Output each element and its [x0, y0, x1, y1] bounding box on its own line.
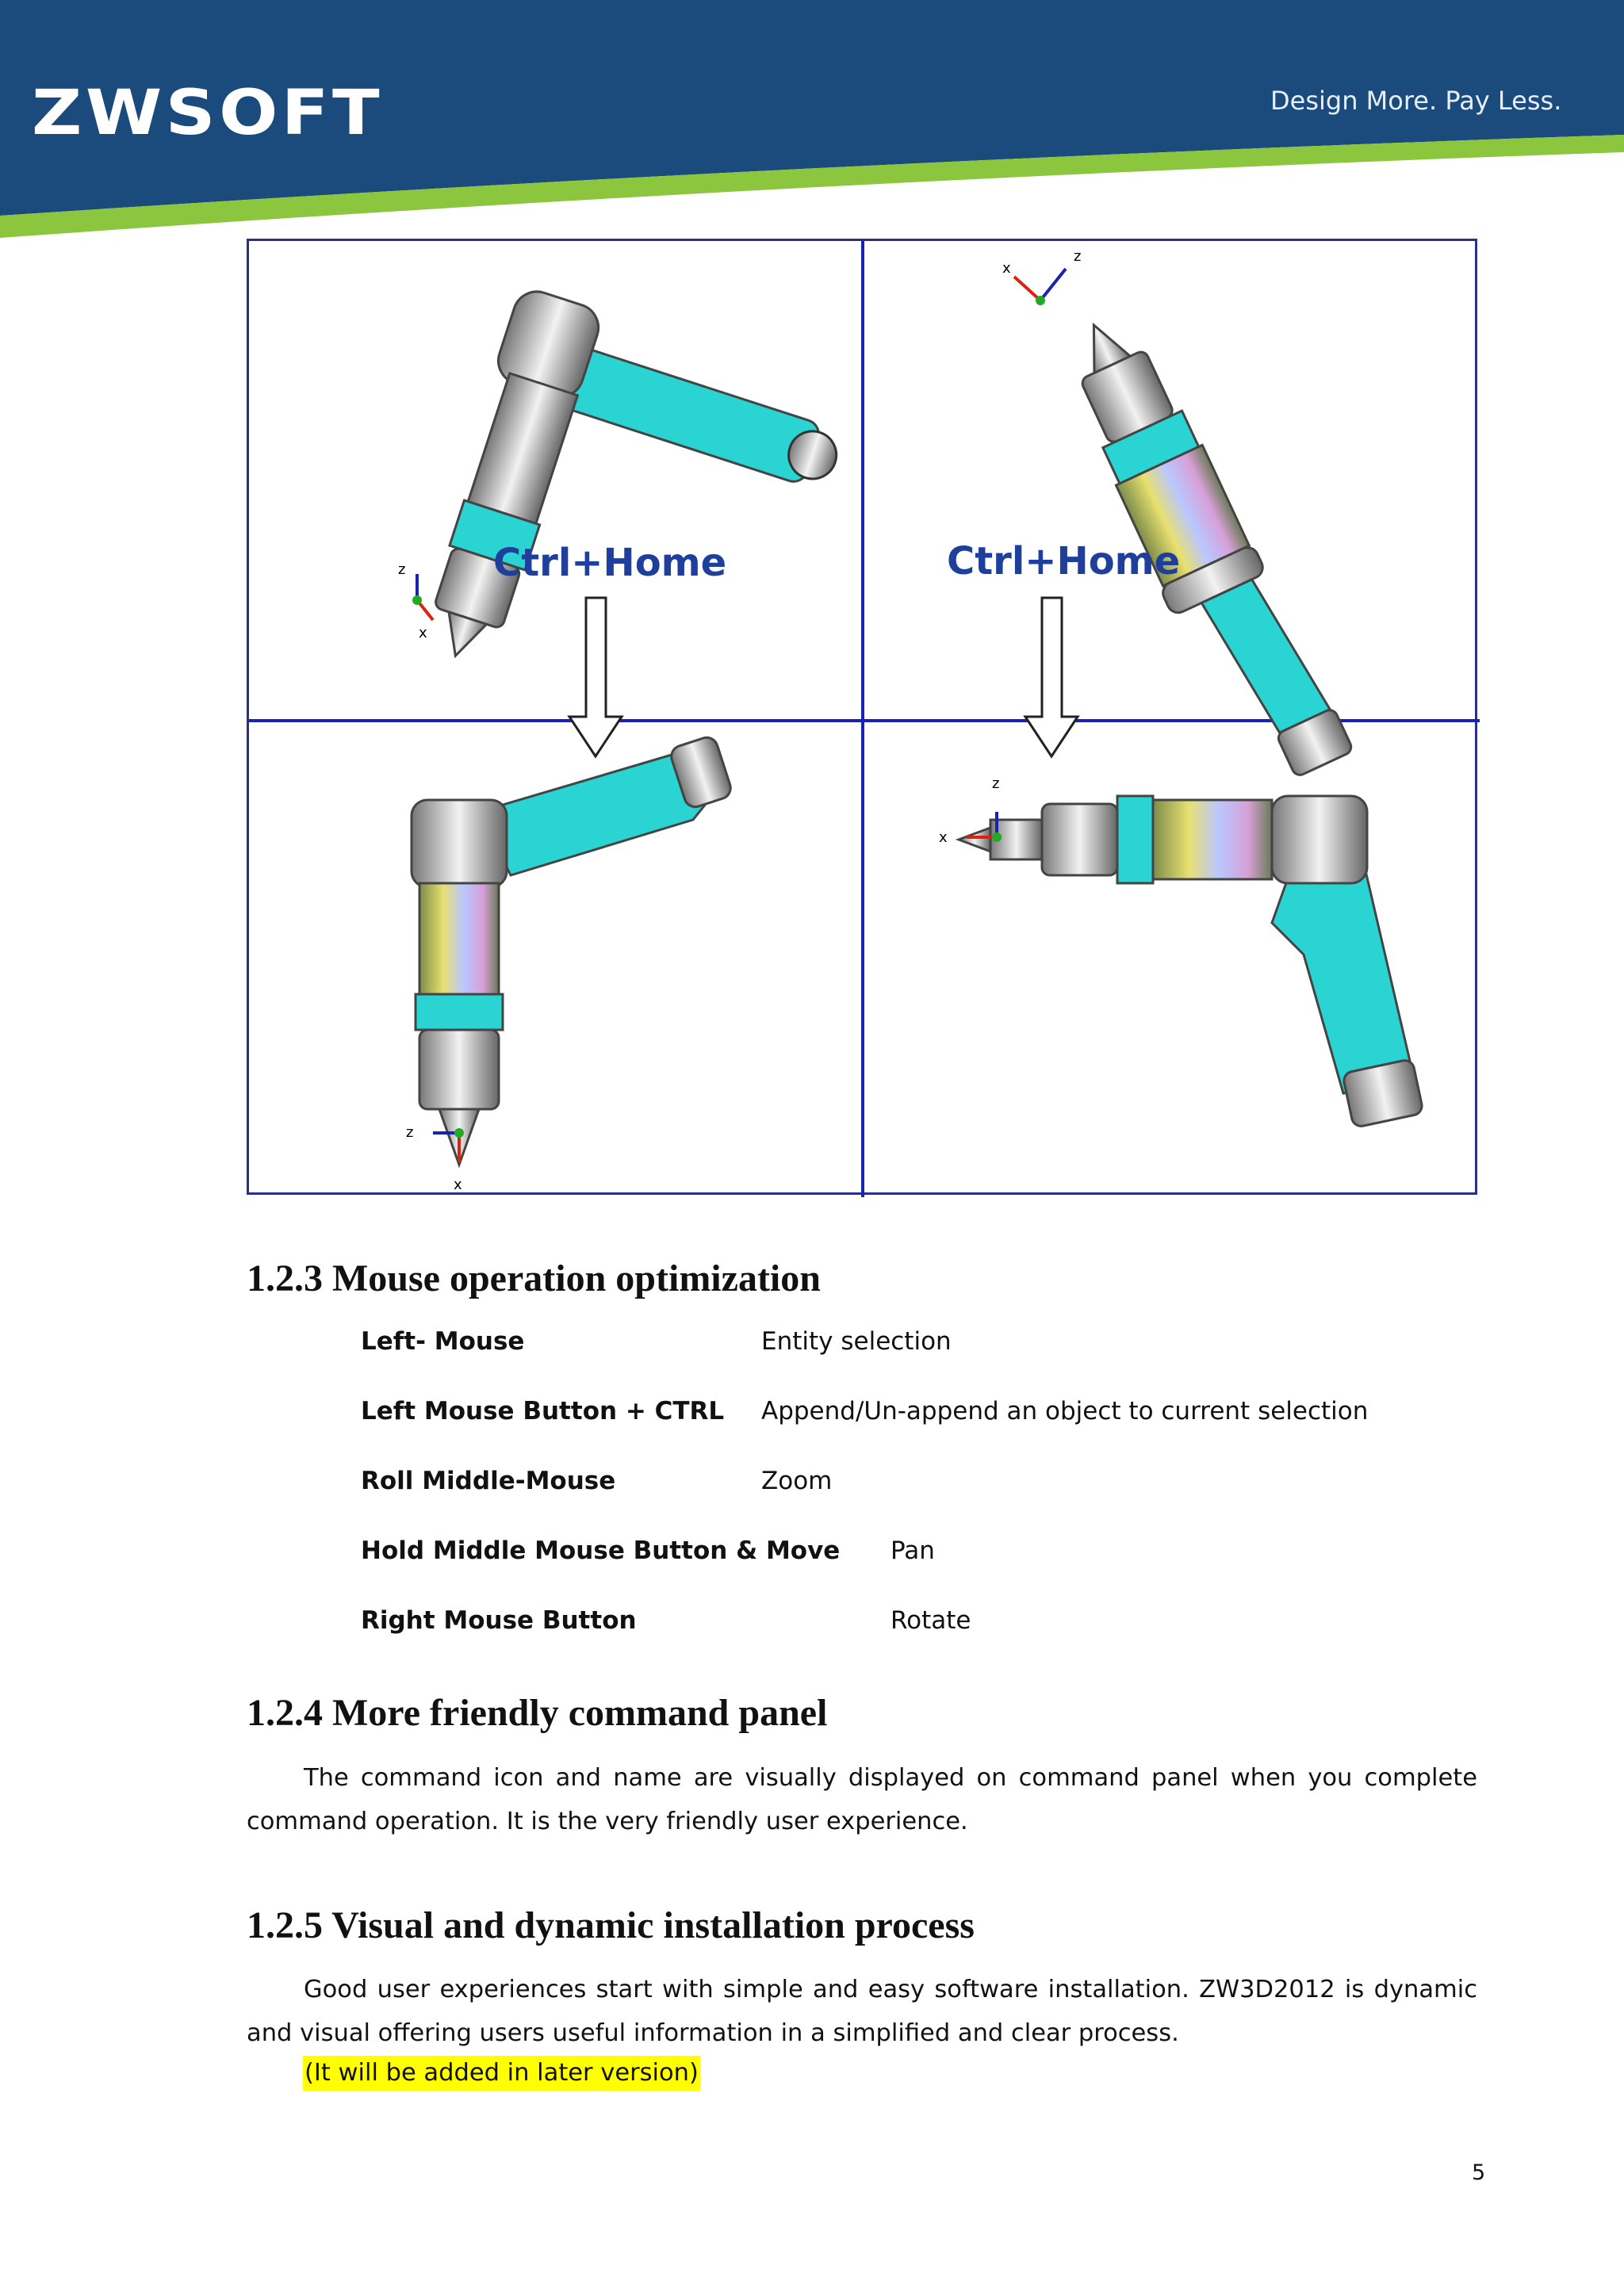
section-heading-mouse: 1.2.3 Mouse operation optimization [247, 1257, 821, 1299]
page-number: 5 [1472, 2160, 1486, 2185]
axis-z-label: z [992, 775, 1000, 792]
panel-paragraph: The command icon and name are visually displayed on command panel when you complete command operation. It is the very friendly user experience. [247, 1764, 1477, 1835]
mouse-row-value: Rotate [891, 1606, 971, 1635]
ctrl-home-figure [247, 239, 1477, 1195]
drill-view-bottom-right [959, 796, 1423, 1128]
ctrl-home-label-right: Ctrl+Home [947, 539, 1181, 584]
mouse-row-value: Pan [891, 1536, 935, 1565]
axis-x-label: x [454, 1177, 462, 1193]
section-heading-install: 1.2.5 Visual and dynamic installation process [247, 1904, 975, 1946]
axis-gizmo-top-right [1002, 248, 1081, 305]
highlighted-note: (It will be added in later version) [303, 2056, 700, 2091]
mouse-row-value: Zoom [761, 1467, 833, 1495]
mouse-row-key: Roll Middle-Mouse [361, 1467, 616, 1495]
section-heading-panel: 1.2.4 More friendly command panel [247, 1692, 828, 1734]
axis-gizmo-top-left [398, 561, 433, 641]
mouse-row-value: Entity selection [761, 1327, 952, 1356]
axis-z-label: z [406, 1124, 414, 1141]
axis-x-label: x [939, 829, 948, 846]
axis-z-label: z [1074, 248, 1082, 265]
zwsoft-logo: ZWSOFT [32, 78, 384, 149]
mouse-row-value: Append/Un-append an object to current selection [761, 1397, 1369, 1425]
drill-view-bottom-left [412, 735, 733, 1165]
axis-z-label: z [398, 561, 406, 578]
mouse-row-key: Left Mouse Button + CTRL [361, 1397, 725, 1425]
mouse-row-key: Right Mouse Button [361, 1606, 637, 1635]
header-tagline: Design More. Pay Less. [1270, 86, 1562, 116]
axis-x-label: x [419, 625, 427, 641]
down-arrow-right [1025, 598, 1078, 756]
axis-x-label: x [1002, 260, 1011, 277]
ctrl-home-label-left: Ctrl+Home [493, 541, 727, 585]
mouse-row-key: Left- Mouse [361, 1327, 525, 1356]
drill-view-top-left [407, 285, 857, 749]
drill-views-illustration [249, 241, 1480, 1197]
install-paragraph: Good user experiences start with simple and easy software installation. ZW3D2012 is dynamic and visual offering users useful information in a simplified and clear process. [247, 1976, 1477, 2047]
axis-gizmo-bottom-left [406, 1124, 464, 1193]
page-header [0, 0, 1624, 246]
down-arrow-left [569, 598, 622, 756]
mouse-row-key: Hold Middle Mouse Button & Move [361, 1536, 841, 1565]
